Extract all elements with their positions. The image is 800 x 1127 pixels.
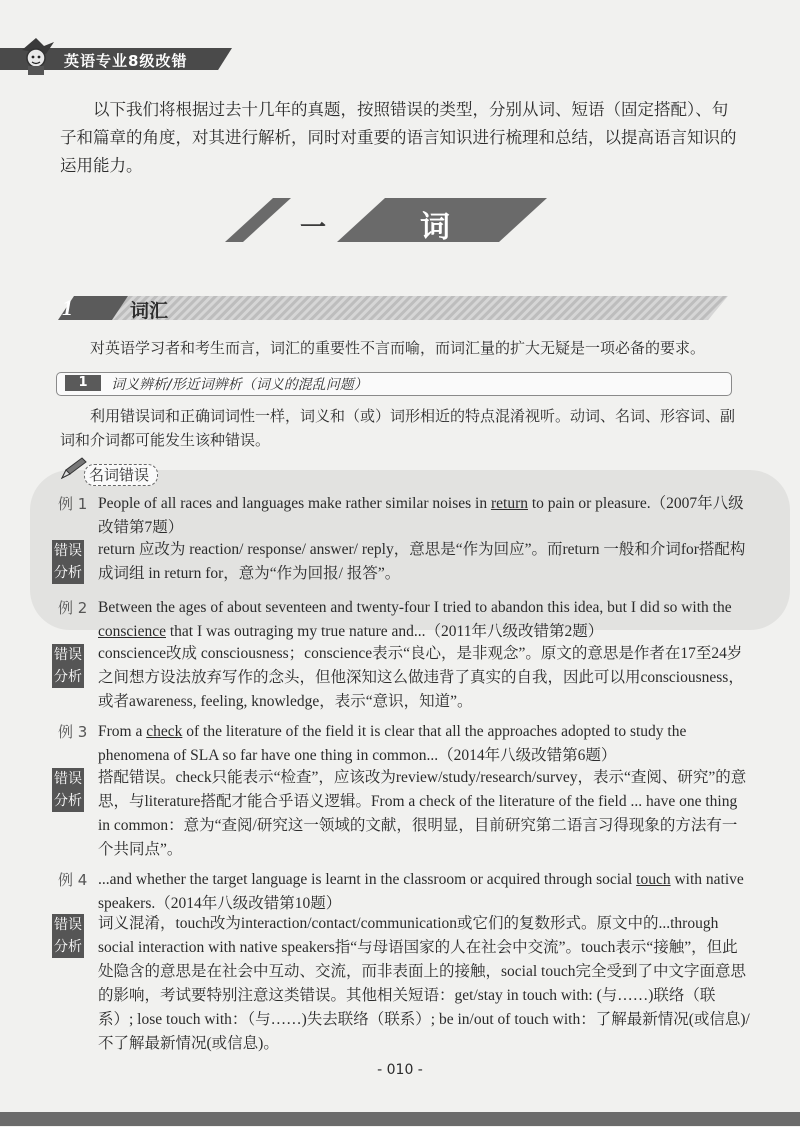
- page-number: - 010 -: [377, 1062, 423, 1078]
- intro-paragraph: 以下我们将根据过去十几年的真题，按照错误的类型，分别从词、短语（固定搭配）、句子和篇章的角度，对其进行解析，同时对重要的语言知识进行梳理和总结，以提高语言知识的运用能力。: [60, 100, 737, 175]
- section-banner: [225, 196, 555, 251]
- topic-title: 词义辨析/形近词辨析（词义的混乱问题）: [111, 377, 368, 393]
- analysis-4: [52, 912, 752, 1056]
- example-3: [58, 720, 748, 768]
- error-word: return: [490, 495, 528, 512]
- analysis-badge: 错误分析: [52, 768, 84, 812]
- example-label: 例 2: [58, 599, 88, 617]
- analysis-badge: 错误分析: [52, 540, 84, 584]
- header-title: 英语专业8级改错: [64, 52, 188, 70]
- analysis-badge: 错误分析: [52, 644, 84, 688]
- subsection-number: 1: [62, 295, 73, 320]
- topic-number: 1: [65, 375, 101, 391]
- mascot-icon: [14, 36, 58, 76]
- example-text: Between the ages of about seventeen and twenty-four I tried to abandon this idea, but I did so with the conscience that I was outraging my true nature and...（2011年八级改错第2题）: [98, 599, 732, 640]
- example-text: From a check of the literature of the field it is clear that all the approaches adopted to study the phenomena of SLA so far have one thing in common...（2014年八级改错第6题）: [98, 723, 687, 764]
- footer-rule: [0, 1112, 800, 1126]
- analysis-1: [52, 538, 752, 588]
- example-2: [58, 596, 748, 644]
- example-text: ...and whether the target language is learnt in the classroom or acquired through social touch with native speakers.（2014年八级改错第10题）: [98, 871, 744, 912]
- analysis-text: return 应改为 reaction/ response/ answer/ reply，意思是“作为回应”。而return 一般和介词for搭配构成词组 in return for，意为“作为回报/ 报答”。: [98, 541, 746, 582]
- error-word: check: [146, 723, 183, 740]
- section-number: 一: [300, 213, 327, 243]
- example-label: 例 3: [58, 723, 88, 741]
- category-label: 名词错误: [84, 464, 158, 486]
- error-word: touch: [636, 871, 671, 888]
- page-header: [0, 40, 225, 74]
- analysis-text: conscience改成 consciousness；conscience表示“良心，是非观念”。原文的意思是作者在17至24岁之间想方设法放弃写作的念头，但他深知这么做违背了真实的自我，因此可以用consciousness， 或者awareness, feeling, knowledge，表示“意识，知道”。: [98, 645, 744, 710]
- topic-intro: 利用错误词和正确词词性一样，词义和（或）词形相近的特点混淆视听。动词、名词、形容词、副词和介词都可能发生该种错误。: [60, 407, 736, 449]
- analysis-2: [52, 642, 752, 714]
- example-text: People of all races and languages make rather similar noises in return to pain or pleasure.（2007年八级改错第7题）: [98, 495, 744, 536]
- analysis-text: 词义混淆，touch改为interaction/contact/communication或它们的复数形式。原文中的...through social interaction with native speakers指“与母语国家的人在社会中交流”。touch表示“接触”，但此处隐含的意思是在社会中互动、交流，而非表面上的接触，social touch完全受到了中文字面意思的影响，考试要特别注意这类错误。其他相关短语：get/stay in touch with: (与……)联络（联系）; lose touch with：（与……)失去联络（联系）; be in/out of touch with：了解最新情况(或信息)/不了解最新情况(或信息)。: [98, 915, 750, 1052]
- analysis-text: 搭配错误。check只能表示“检查”，应该改为review/study/research/survey，表示“查阅、研究”的意思，与literature搭配才能合乎语义逻辑。From a check of the literature of the field ... have one thing in common：意为“查阅/研究这一领域的文献，很明显，目前研究第二语言习得现象的方法有一个共同点”。: [98, 769, 747, 858]
- subsection-title: 词汇: [130, 300, 169, 322]
- example-1: [58, 492, 748, 540]
- topic-box: [56, 372, 732, 396]
- example-label: 例 4: [58, 871, 88, 889]
- error-word: conscience: [98, 623, 166, 640]
- analysis-3: [52, 766, 752, 862]
- analysis-badge: 错误分析: [52, 914, 84, 958]
- section-title: 词: [420, 210, 450, 245]
- subsection-intro: 对英语学习者和考生而言，词汇的重要性不言而喻，而词汇量的扩大无疑是一项必备的要求。: [90, 339, 706, 357]
- example-4: [58, 868, 748, 916]
- example-label: 例 1: [58, 495, 88, 513]
